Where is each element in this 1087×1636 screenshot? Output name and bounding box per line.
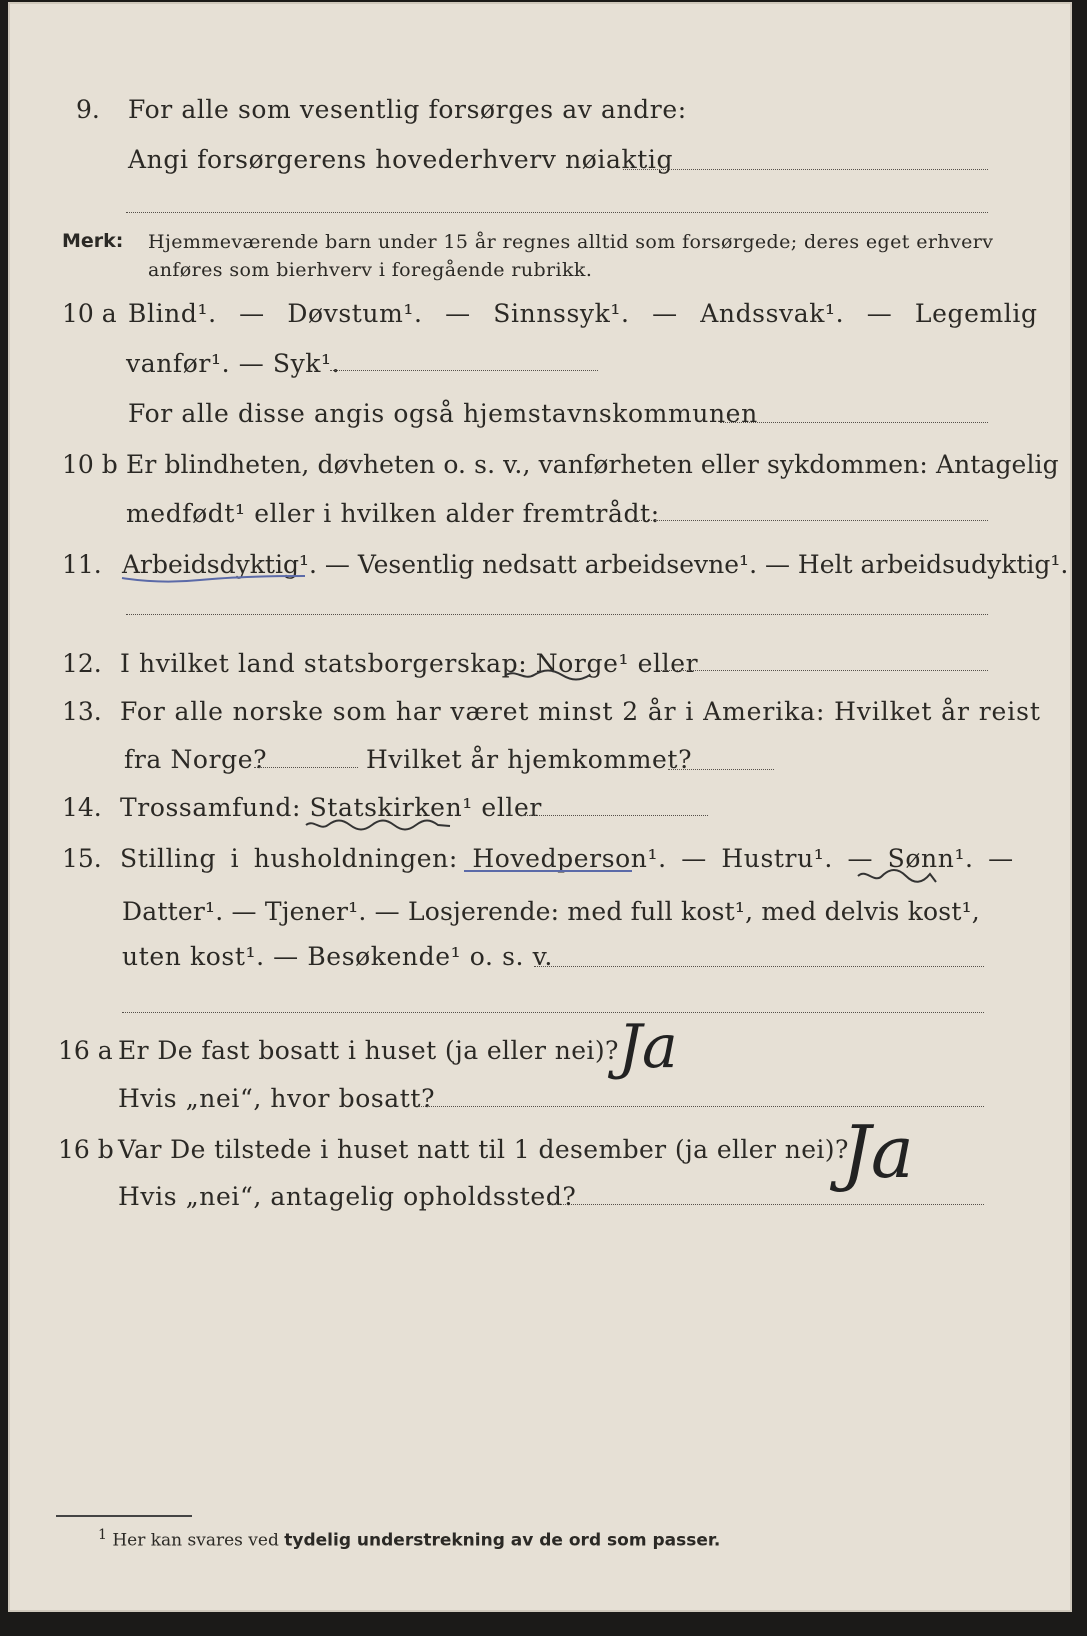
census-form-page xyxy=(8,2,1072,1612)
q15-answer-line[interactable] xyxy=(534,966,984,967)
q9-line1: For alle som vesentlig forsørges av andre: xyxy=(128,95,687,124)
footnote xyxy=(98,1527,720,1551)
hovedperson-underline xyxy=(464,870,632,872)
q15-number: 15. xyxy=(62,844,102,873)
q10b-answer-line[interactable] xyxy=(634,520,988,521)
q13-hjemkommet-line[interactable] xyxy=(668,769,774,770)
q10a-line3: For alle disse angis også hjemstavnskommunen xyxy=(128,399,758,428)
q10a-number: 10 a xyxy=(62,299,117,328)
q14-number: 14. xyxy=(62,793,102,822)
q9-line2: Angi forsørgerens hovederhverv nøiaktig xyxy=(128,145,674,174)
q10b-line1: Er blindheten, døvheten o. s. v., vanførheten eller sykdommen: Antagelig xyxy=(126,450,1059,479)
q9-answer-line[interactable] xyxy=(623,169,988,170)
q16a-answer-line[interactable] xyxy=(418,1106,984,1107)
q15-line1: Stilling i husholdningen: Hovedperson¹. — Hustru¹. — Sønn¹. — xyxy=(120,844,1014,873)
q16b-line1: Var De tilstede i huset natt til 1 desember (ja eller nei)? xyxy=(118,1135,849,1164)
q13-line1: For alle norske som har været minst 2 år i Amerika: Hvilket år reist xyxy=(120,697,1041,726)
q11-line1: Arbeidsdyktig¹. — Vesentlig nedsatt arbeidsevne¹. — Helt arbeidsudyktig¹. xyxy=(122,550,1069,579)
statskirken-underline xyxy=(304,818,452,832)
q15-line2: Datter¹. — Tjener¹. — Losjerende: med full kost¹, med delvis kost¹, xyxy=(122,897,980,926)
q12-line1: I hvilket land statsborgerskap: Norge¹ eller xyxy=(120,649,699,678)
q13-number: 13. xyxy=(62,697,102,726)
q10a-line2: vanfør¹. — Syk¹. xyxy=(126,349,341,378)
footnote-bold-text: tydelig understrekning av de ord som passer. xyxy=(284,1530,721,1551)
q16a-line1: Er De fast bosatt i huset (ja eller nei)? xyxy=(118,1036,619,1065)
q10a-answer-line[interactable] xyxy=(330,370,598,371)
q9-answer-line-2[interactable] xyxy=(126,212,988,213)
q10a-hjemstavn-line[interactable] xyxy=(720,422,988,423)
q15-answer-line-2[interactable] xyxy=(122,1012,984,1013)
q16a-handwritten-answer: Ja xyxy=(618,1012,678,1082)
q11-answer-line[interactable] xyxy=(126,614,988,615)
q10b-line2: medfødt¹ eller i hvilken alder fremtrådt: xyxy=(126,499,660,528)
q16b-answer-line[interactable] xyxy=(548,1204,984,1205)
q12-number: 12. xyxy=(62,649,102,678)
q10b-number: 10 b xyxy=(62,450,118,479)
q13-reist-line[interactable] xyxy=(254,767,358,768)
q14-line1: Trossamfund: Statskirken¹ eller xyxy=(120,793,542,822)
q15-line3: uten kost¹. — Besøkende¹ o. s. v. xyxy=(122,942,553,971)
q13-line2a: fra Norge? xyxy=(124,745,268,774)
q16a-number: 16 a xyxy=(58,1036,113,1065)
merk-line2: anføres som bierhverv i foregående rubrikk. xyxy=(148,259,593,281)
footnote-text: Her kan svares ved xyxy=(112,1530,279,1551)
q14-answer-line[interactable] xyxy=(522,815,708,816)
footnote-mark: 1 xyxy=(98,1527,107,1543)
q13-line2b: Hvilket år hjemkommet? xyxy=(366,745,693,774)
q16a-line2: Hvis „nei“, hvor bosatt? xyxy=(118,1084,436,1113)
q12-answer-line[interactable] xyxy=(658,670,988,671)
q16b-number: 16 b xyxy=(58,1135,114,1164)
q10a-line1: Blind¹. — Døvstum¹. — Sinnssyk¹. — Andssvak¹. — Legemlig xyxy=(128,299,1038,328)
q16b-line2: Hvis „nei“, antagelig opholdssted? xyxy=(118,1182,577,1211)
q16b-handwritten-answer: Ja xyxy=(842,1110,914,1194)
norge-underline xyxy=(504,667,594,683)
q9-number: 9. xyxy=(76,95,100,124)
q11-number: 11. xyxy=(62,550,102,579)
footnote-rule xyxy=(56,1515,192,1517)
merk-label: Merk: xyxy=(62,230,124,252)
sonn-underline xyxy=(856,866,940,888)
merk-line1: Hjemmeværende barn under 15 år regnes alltid som forsørgede; deres eget erhverv xyxy=(148,231,994,253)
arbeidsdyktig-underline xyxy=(120,568,310,588)
